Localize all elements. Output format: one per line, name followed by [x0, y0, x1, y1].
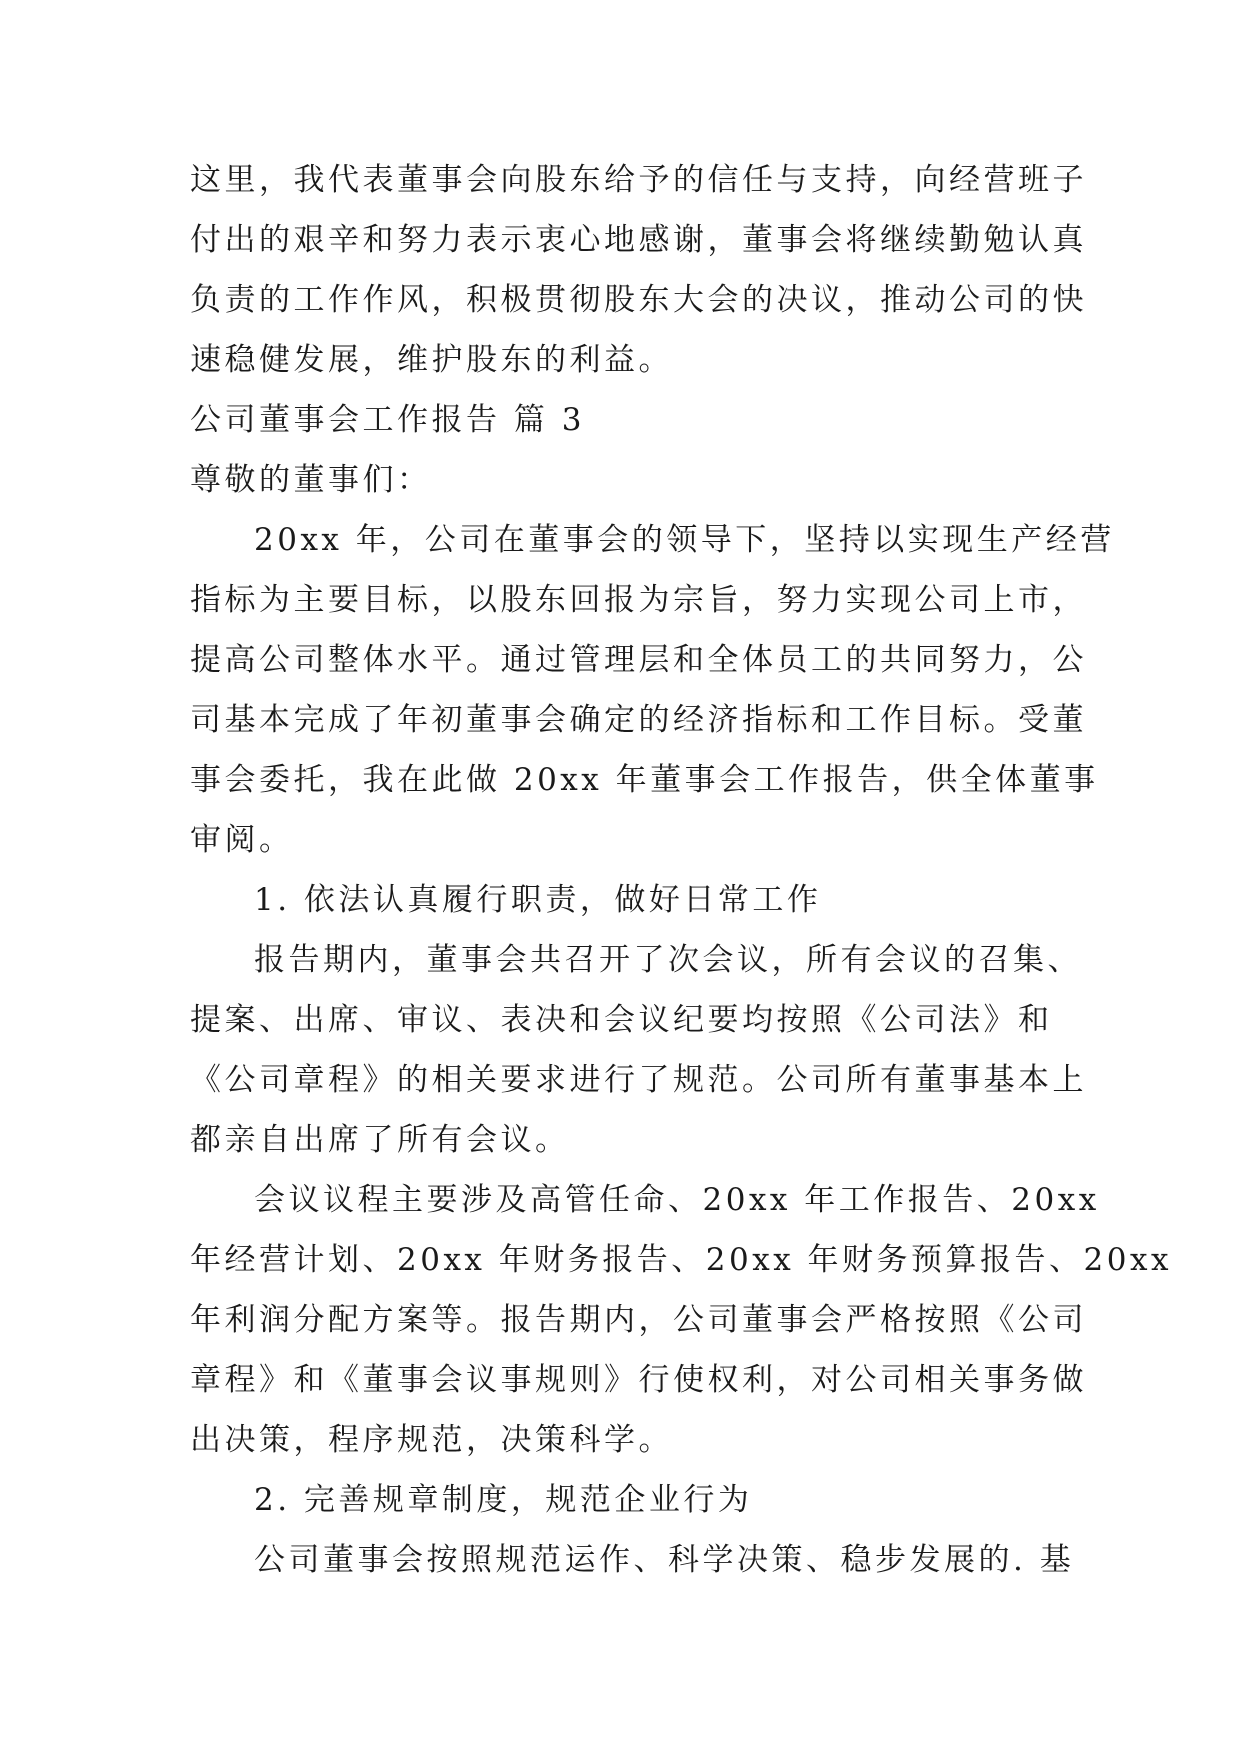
text-line: 1. 依法认真履行职责，做好日常工作: [254, 882, 822, 918]
text-line: 速稳健发展，维护股东的利益。: [190, 342, 673, 378]
text-line: 出决策，程序规范，决策科学。: [190, 1422, 673, 1458]
text-line: 章程》和《董事会议事规则》行使权利，对公司相关事务做: [190, 1362, 1087, 1398]
text-line: 审阅。: [190, 822, 294, 858]
text-line: 负责的工作作风，积极贯彻股东大会的决议，推动公司的快: [190, 282, 1087, 318]
text-line: 提高公司整体水平。通过管理层和全体员工的共同努力，公: [190, 642, 1087, 678]
text-line: 会议议程主要涉及高管任命、20xx 年工作报告、20xx: [254, 1182, 1100, 1218]
text-line: 《公司章程》的相关要求进行了规范。公司所有董事基本上: [190, 1062, 1087, 1098]
text-line: 年利润分配方案等。报告期内，公司董事会严格按照《公司: [190, 1302, 1087, 1338]
text-line: 报告期内，董事会共召开了次会议，所有会议的召集、: [254, 942, 1082, 978]
text-line: 司基本完成了年初董事会确定的经济指标和工作目标。受董: [190, 702, 1087, 738]
text-line: 尊敬的董事们：: [190, 462, 432, 498]
text-line: 2. 完善规章制度，规范企业行为: [254, 1482, 753, 1518]
text-line: 付出的艰辛和努力表示衷心地感谢，董事会将继续勤勉认真: [190, 222, 1087, 258]
text-line: 公司董事会按照规范运作、科学决策、稳步发展的. 基: [254, 1542, 1075, 1578]
document-body: [190, 150, 1172, 1590]
text-line: 20xx 年，公司在董事会的领导下，坚持以实现生产经营: [254, 522, 1115, 558]
text-line: 指标为主要目标，以股东回报为宗旨，努力实现公司上市，: [190, 582, 1087, 618]
text-line: 公司董事会工作报告 篇 3: [190, 402, 585, 438]
text-line: 都亲自出席了所有会议。: [190, 1122, 570, 1158]
text-line: 这里，我代表董事会向股东给予的信任与支持，向经营班子: [190, 162, 1087, 198]
text-line: 事会委托，我在此做 20xx 年董事会工作报告，供全体董事: [190, 762, 1099, 798]
text-line: 年经营计划、20xx 年财务报告、20xx 年财务预算报告、20xx: [190, 1242, 1172, 1278]
text-line: 提案、出席、审议、表决和会议纪要均按照《公司法》和: [190, 1002, 1053, 1038]
